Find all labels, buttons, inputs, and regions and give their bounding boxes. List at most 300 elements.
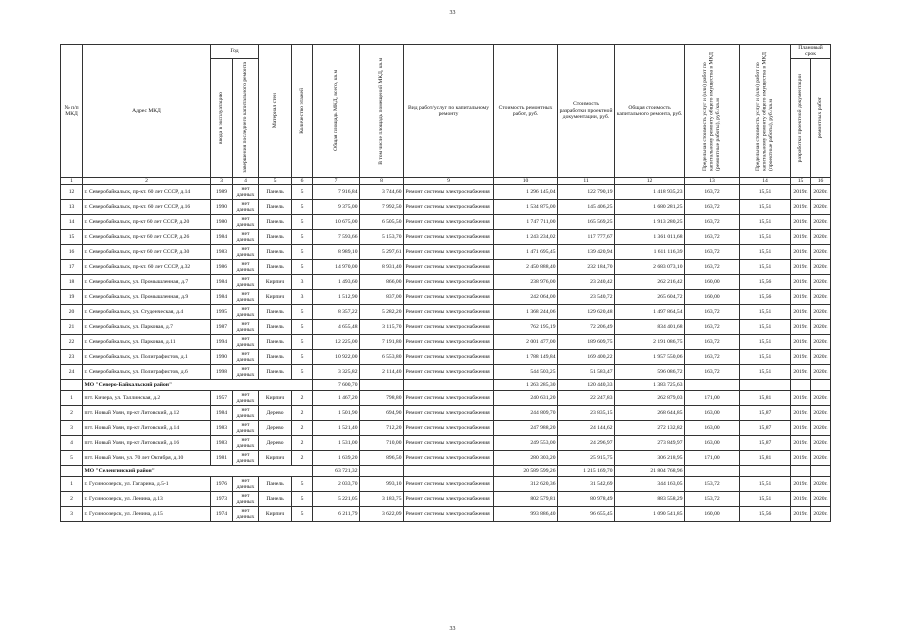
row-plan-docs: 2019г. [791,260,811,275]
row-number: 20 [61,305,83,320]
row-address: г. Северобайкальск, ул. Полиграфистов, д.6 [83,365,211,380]
row-living-area: 837,00 [360,290,404,305]
row-wall: Панель [259,260,292,275]
row-number: 22 [61,335,83,350]
row-address: пгт. Новый Уоян, пр-кт Литовский, д.12 [83,406,211,421]
row-max-cost-works: 163,72 [685,245,740,260]
row-cost-works: 2 450 888,40 [494,260,558,275]
header-wall: Материал стен [259,45,292,178]
row-floors: 5 [292,260,313,275]
empty-cell [811,380,831,391]
row-plan-works: 2020г. [811,200,831,215]
row-work-type: Ремонт системы электроснабжения [404,406,494,421]
row-cost-docs: 189 609,75 [558,335,615,350]
row-floors: 2 [292,451,313,466]
row-last-repair: нет данных [233,335,259,350]
column-number: 11 [558,177,615,184]
row-floors: 3 [292,275,313,290]
row-total-area: 7 593,66 [313,230,360,245]
row-cost-works: 238 976,00 [494,275,558,290]
table-row [61,492,831,507]
row-number: 2 [61,406,83,421]
row-plan-works: 2020г. [811,365,831,380]
row-max-cost-works: 163,72 [685,305,740,320]
group-total-area: 7 600,70 [313,380,360,391]
row-max-cost-docs: 15,87 [740,406,791,421]
table-row [61,215,831,230]
row-plan-docs: 2019г. [791,215,811,230]
row-cost-works: 1 243 234,02 [494,230,558,245]
row-living-area: 798,80 [360,391,404,406]
row-work-type: Ремонт системы электроснабжения [404,275,494,290]
row-floors: 5 [292,200,313,215]
row-cost-total: 1 611 116,39 [615,245,685,260]
row-total-area: 12 225,00 [313,335,360,350]
table-row [61,421,831,436]
row-max-cost-docs: 15,56 [740,290,791,305]
row-total-area: 7 916,84 [313,185,360,200]
row-plan-docs: 2019г. [791,436,811,451]
row-floors: 3 [292,290,313,305]
column-number: 2 [83,177,211,184]
row-year: 1990 [211,350,233,365]
row-max-cost-docs: 15,56 [740,507,791,522]
row-last-repair: нет данных [233,421,259,436]
row-number: 5 [61,451,83,466]
row-wall: Панель [259,350,292,365]
header-num: № п/п МКД [61,45,83,178]
row-wall: Панель [259,320,292,335]
header-plan: Плановый срок [791,45,831,59]
group-cost-total: 1 383 725,63 [615,380,685,391]
column-number: 16 [811,177,831,184]
row-last-repair: нет данных [233,391,259,406]
row-work-type: Ремонт системы электроснабжения [404,230,494,245]
row-address: г. Северобайкальск, ул. Парковая, д.7 [83,320,211,335]
row-work-type: Ремонт системы электроснабжения [404,200,494,215]
row-cost-works: 544 503,25 [494,365,558,380]
column-number: 14 [740,177,791,184]
row-year: 1995 [211,305,233,320]
row-wall: Панель [259,185,292,200]
row-work-type: Ремонт системы электроснабжения [404,391,494,406]
row-cost-works: 1 534 875,00 [494,200,558,215]
row-last-repair: нет данных [233,185,259,200]
row-max-cost-docs: 15,56 [740,275,791,290]
row-wall: Кирпич [259,290,292,305]
row-max-cost-works: 160,00 [685,290,740,305]
table-row [61,436,831,451]
row-living-area: 8 931,40 [360,260,404,275]
row-last-repair: нет данных [233,350,259,365]
row-max-cost-docs: 15,51 [740,230,791,245]
row-year: 1984 [211,290,233,305]
row-year: 1986 [211,260,233,275]
row-cost-works: 2 001 477,00 [494,335,558,350]
row-cost-total: 268 644,85 [615,406,685,421]
row-total-area: 1 521,40 [313,421,360,436]
row-last-repair: нет данных [233,245,259,260]
row-address: г. Северобайкальск, ул. Промышленная, д.7 [83,275,211,290]
row-cost-total: 262 879,03 [615,391,685,406]
column-number: 5 [259,177,292,184]
column-numbers-row [61,177,831,184]
row-cost-docs: 129 620,48 [558,305,615,320]
row-living-area: 866,00 [360,275,404,290]
row-cost-docs: 24 296,97 [558,436,615,451]
row-wall: Панель [259,230,292,245]
row-last-repair: нет данных [233,290,259,305]
row-max-cost-works: 153,72 [685,492,740,507]
row-total-area: 9 375,00 [313,200,360,215]
row-cost-docs: 232 184,70 [558,260,615,275]
row-wall: Дерево [259,436,292,451]
row-year: 1973 [211,492,233,507]
row-last-repair: нет данных [233,230,259,245]
row-year: 1994 [211,335,233,350]
row-max-cost-works: 163,72 [685,215,740,230]
row-cost-works: 762 195,19 [494,320,558,335]
group-label: МО "Селенгинский район" [83,466,313,477]
row-max-cost-docs: 15,51 [740,215,791,230]
row-address: г. Гусиноозерск, ул. Ленина, д.13 [83,492,211,507]
row-plan-works: 2020г. [811,451,831,466]
row-total-area: 3 325,82 [313,365,360,380]
row-number: 19 [61,290,83,305]
row-work-type: Ремонт системы электроснабжения [404,215,494,230]
row-total-area: 8 989,10 [313,245,360,260]
row-cost-total: 834 401,68 [615,320,685,335]
row-cost-total: 262 216,42 [615,275,685,290]
row-cost-total: 2 191 086,75 [615,335,685,350]
row-plan-docs: 2019г. [791,492,811,507]
group-total-area: 63 721,32 [313,466,360,477]
empty-cell [61,466,83,477]
row-plan-docs: 2019г. [791,275,811,290]
row-max-cost-works: 160,00 [685,507,740,522]
row-address: г. Гусиноозерск, ул. Гагарина, д.5-1 [83,477,211,492]
row-cost-docs: 145 406,25 [558,200,615,215]
row-number: 3 [61,507,83,522]
row-total-area: 6 211,79 [313,507,360,522]
row-max-cost-docs: 15,87 [740,436,791,451]
group-cost-docs: 1 215 169,70 [558,466,615,477]
column-number: 10 [494,177,558,184]
row-year: 1984 [211,406,233,421]
row-cost-total: 272 132,82 [615,421,685,436]
row-address: г. Северобайкальск, пр-кт. 60 лет СССР, д.16 [83,200,211,215]
row-total-area: 2 033,70 [313,477,360,492]
empty-cell [740,380,791,391]
row-plan-docs: 2019г. [791,507,811,522]
row-last-repair: нет данных [233,451,259,466]
row-plan-works: 2020г. [811,275,831,290]
row-wall: Дерево [259,406,292,421]
row-total-area: 1 493,60 [313,275,360,290]
row-total-area: 5 221,05 [313,492,360,507]
row-max-cost-works: 163,72 [685,335,740,350]
group-total-row [61,466,831,477]
row-cost-works: 242 064,00 [494,290,558,305]
row-wall: Панель [259,365,292,380]
row-living-area: 5 282,20 [360,305,404,320]
row-wall: Кирпич [259,507,292,522]
row-cost-docs: 23 240,42 [558,275,615,290]
row-plan-works: 2020г. [811,477,831,492]
column-number: 13 [685,177,740,184]
row-total-area: 1 512,90 [313,290,360,305]
row-plan-works: 2020г. [811,350,831,365]
empty-cell [404,380,494,391]
row-plan-docs: 2019г. [791,200,811,215]
row-living-area: 896,50 [360,451,404,466]
row-max-cost-works: 163,00 [685,436,740,451]
row-address: г. Северобайкальск, ул. Студенческая, д.4 [83,305,211,320]
table-row [61,406,831,421]
header-year: Год [211,45,259,59]
row-work-type: Ремонт системы электроснабжения [404,365,494,380]
row-number: 23 [61,350,83,365]
row-plan-docs: 2019г. [791,451,811,466]
row-living-area: 694,90 [360,406,404,421]
row-floors: 5 [292,320,313,335]
row-work-type: Ремонт системы электроснабжения [404,451,494,466]
row-cost-works: 1 368 244,06 [494,305,558,320]
row-living-area: 3 115,70 [360,320,404,335]
row-cost-works: 244 809,70 [494,406,558,421]
row-plan-works: 2020г. [811,245,831,260]
header-cost-total: Общая стоимость капитального ремонта, руб. [615,45,685,178]
row-max-cost-works: 163,72 [685,350,740,365]
row-cost-docs: 139 420,94 [558,245,615,260]
row-cost-total: 1 913 280,25 [615,215,685,230]
row-total-area: 1 467,20 [313,391,360,406]
row-max-cost-docs: 15,51 [740,305,791,320]
row-number: 4 [61,436,83,451]
row-number: 18 [61,275,83,290]
row-address: г. Северобайкальск, пр-кт 60 лет СССР, д.20 [83,215,211,230]
row-max-cost-docs: 15,81 [740,451,791,466]
row-total-area: 1 531,00 [313,436,360,451]
table-row [61,350,831,365]
row-floors: 5 [292,305,313,320]
row-total-area: 1 639,20 [313,451,360,466]
row-address: г. Северобайкальск, пр-кт 60 лет СССР, д.26 [83,230,211,245]
row-cost-works: 247 988,20 [494,421,558,436]
row-floors: 5 [292,215,313,230]
row-cost-total: 1 680 281,25 [615,200,685,215]
column-number: 6 [292,177,313,184]
row-max-cost-works: 153,72 [685,477,740,492]
row-max-cost-docs: 15,51 [740,365,791,380]
row-plan-works: 2020г. [811,185,831,200]
row-cost-total: 1 418 935,23 [615,185,685,200]
row-cost-total: 273 849,97 [615,436,685,451]
row-work-type: Ремонт системы электроснабжения [404,185,494,200]
row-wall: Панель [259,200,292,215]
row-plan-docs: 2019г. [791,421,811,436]
row-wall: Панель [259,492,292,507]
row-wall: Кирпич [259,451,292,466]
row-max-cost-works: 163,72 [685,200,740,215]
row-floors: 5 [292,477,313,492]
row-max-cost-docs: 15,51 [740,350,791,365]
row-floors: 5 [292,350,313,365]
row-plan-docs: 2019г. [791,365,811,380]
row-plan-docs: 2019г. [791,350,811,365]
group-cost-works: 20 589 599,26 [494,466,558,477]
header-plan-works: ремонтных работ [811,58,831,177]
row-plan-docs: 2019г. [791,320,811,335]
row-address: пгт. Новый Уоян, пр-кт Литовский, д.16 [83,436,211,451]
group-cost-docs: 120 440,33 [558,380,615,391]
row-cost-docs: 51 583,47 [558,365,615,380]
column-number: 12 [615,177,685,184]
row-plan-docs: 2019г. [791,290,811,305]
row-address: г. Северобайкальск, пр-кт. 60 лет СССР, д.32 [83,260,211,275]
row-max-cost-docs: 15,51 [740,245,791,260]
row-address: г. Северобайкальск, ул. Парковая, д.11 [83,335,211,350]
row-plan-works: 2020г. [811,406,831,421]
row-number: 15 [61,230,83,245]
row-plan-works: 2020г. [811,290,831,305]
group-cost-works: 1 263 285,30 [494,380,558,391]
row-max-cost-works: 163,72 [685,260,740,275]
row-living-area: 2 114,40 [360,365,404,380]
header-living-area: В том числе площадь помещений МКД, кв.м [360,45,404,178]
row-cost-docs: 122 790,19 [558,185,615,200]
row-year: 1980 [211,215,233,230]
row-max-cost-docs: 15,51 [740,185,791,200]
row-cost-works: 1 788 149,84 [494,350,558,365]
empty-cell [404,466,494,477]
row-cost-total: 1 090 541,85 [615,507,685,522]
row-max-cost-works: 163,00 [685,406,740,421]
table-row [61,245,831,260]
row-plan-docs: 2019г. [791,245,811,260]
header-address: Адрес МКД [83,45,211,178]
row-cost-total: 1 957 550,06 [615,350,685,365]
row-number: 12 [61,185,83,200]
row-total-area: 14 970,00 [313,260,360,275]
table-row [61,290,831,305]
row-cost-docs: 169 400,22 [558,350,615,365]
row-number: 13 [61,200,83,215]
row-floors: 2 [292,436,313,451]
row-plan-works: 2020г. [811,305,831,320]
column-number: 9 [404,177,494,184]
row-floors: 2 [292,421,313,436]
row-cost-docs: 72 206,49 [558,320,615,335]
row-max-cost-works: 163,72 [685,365,740,380]
header-cost-works: Стоимость ремонтных работ, руб. [494,45,558,178]
row-year: 1974 [211,507,233,522]
row-cost-works: 1 747 711,00 [494,215,558,230]
row-max-cost-docs: 15,51 [740,260,791,275]
table-row [61,391,831,406]
row-address: г. Северобайкальск, пр-кт 60 лет СССР, д.30 [83,245,211,260]
row-work-type: Ремонт системы электроснабжения [404,507,494,522]
row-work-type: Ремонт системы электроснабжения [404,245,494,260]
header-cost-docs: Стоимость разработки проектной документации, руб. [558,45,615,178]
row-year: 1989 [211,185,233,200]
row-year: 1990 [211,200,233,215]
column-number: 15 [791,177,811,184]
row-work-type: Ремонт системы электроснабжения [404,350,494,365]
row-living-area: 993,10 [360,477,404,492]
row-last-repair: нет данных [233,507,259,522]
row-floors: 5 [292,335,313,350]
row-plan-works: 2020г. [811,260,831,275]
column-number: 1 [61,177,83,184]
row-cost-works: 1 296 145,04 [494,185,558,200]
empty-cell [811,466,831,477]
row-address: г. Гусиноозерск, ул. Ленина, д.15 [83,507,211,522]
row-plan-docs: 2019г. [791,391,811,406]
row-last-repair: нет данных [233,275,259,290]
column-number: 4 [233,177,259,184]
row-living-area: 5 297,61 [360,245,404,260]
row-plan-works: 2020г. [811,391,831,406]
row-work-type: Ремонт системы электроснабжения [404,477,494,492]
row-number: 24 [61,365,83,380]
row-floors: 5 [292,185,313,200]
row-year: 1981 [211,451,233,466]
row-number: 1 [61,477,83,492]
row-max-cost-works: 163,00 [685,421,740,436]
row-floors: 2 [292,406,313,421]
row-cost-total: 265 604,72 [615,290,685,305]
row-plan-docs: 2019г. [791,335,811,350]
row-cost-docs: 25 915,75 [558,451,615,466]
row-year: 1983 [211,436,233,451]
row-work-type: Ремонт системы электроснабжения [404,260,494,275]
row-address: г. Северобайкальск, пр-кт. 60 лет СССР, д.14 [83,185,211,200]
row-plan-works: 2020г. [811,320,831,335]
header-max-cost-works: Предельная стоимость услуг и (или) работ по капитальному ремонту общего имущества в МКД (ремонтные работы), руб./кв.м [685,45,740,178]
row-cost-total: 1 361 011,68 [615,230,685,245]
row-max-cost-works: 163,72 [685,230,740,245]
row-address: пгт. Кичера, ул. Таллинская, д.2 [83,391,211,406]
row-plan-works: 2020г. [811,507,831,522]
empty-cell [685,466,740,477]
row-wall: Кирпич [259,391,292,406]
group-label: МО "Северо-Байкальский район" [83,380,313,391]
row-cost-total: 2 683 073,10 [615,260,685,275]
row-cost-docs: 22 247,83 [558,391,615,406]
empty-cell [685,380,740,391]
row-cost-works: 1 471 695,45 [494,245,558,260]
row-last-repair: нет данных [233,436,259,451]
row-last-repair: нет данных [233,492,259,507]
row-cost-docs: 165 569,25 [558,215,615,230]
row-year: 1987 [211,320,233,335]
group-cost-total: 21 804 768,96 [615,466,685,477]
row-plan-docs: 2019г. [791,477,811,492]
row-number: 21 [61,320,83,335]
page-number-top: 33 [449,10,456,16]
row-wall: Панель [259,335,292,350]
empty-cell [360,466,404,477]
row-max-cost-docs: 15,87 [740,421,791,436]
row-last-repair: нет данных [233,406,259,421]
column-number: 3 [211,177,233,184]
row-address: г. Северобайкальск, ул. Полиграфистов, д.1 [83,350,211,365]
row-wall: Панель [259,477,292,492]
row-number: 14 [61,215,83,230]
row-max-cost-works: 163,72 [685,320,740,335]
table-row [61,507,831,522]
